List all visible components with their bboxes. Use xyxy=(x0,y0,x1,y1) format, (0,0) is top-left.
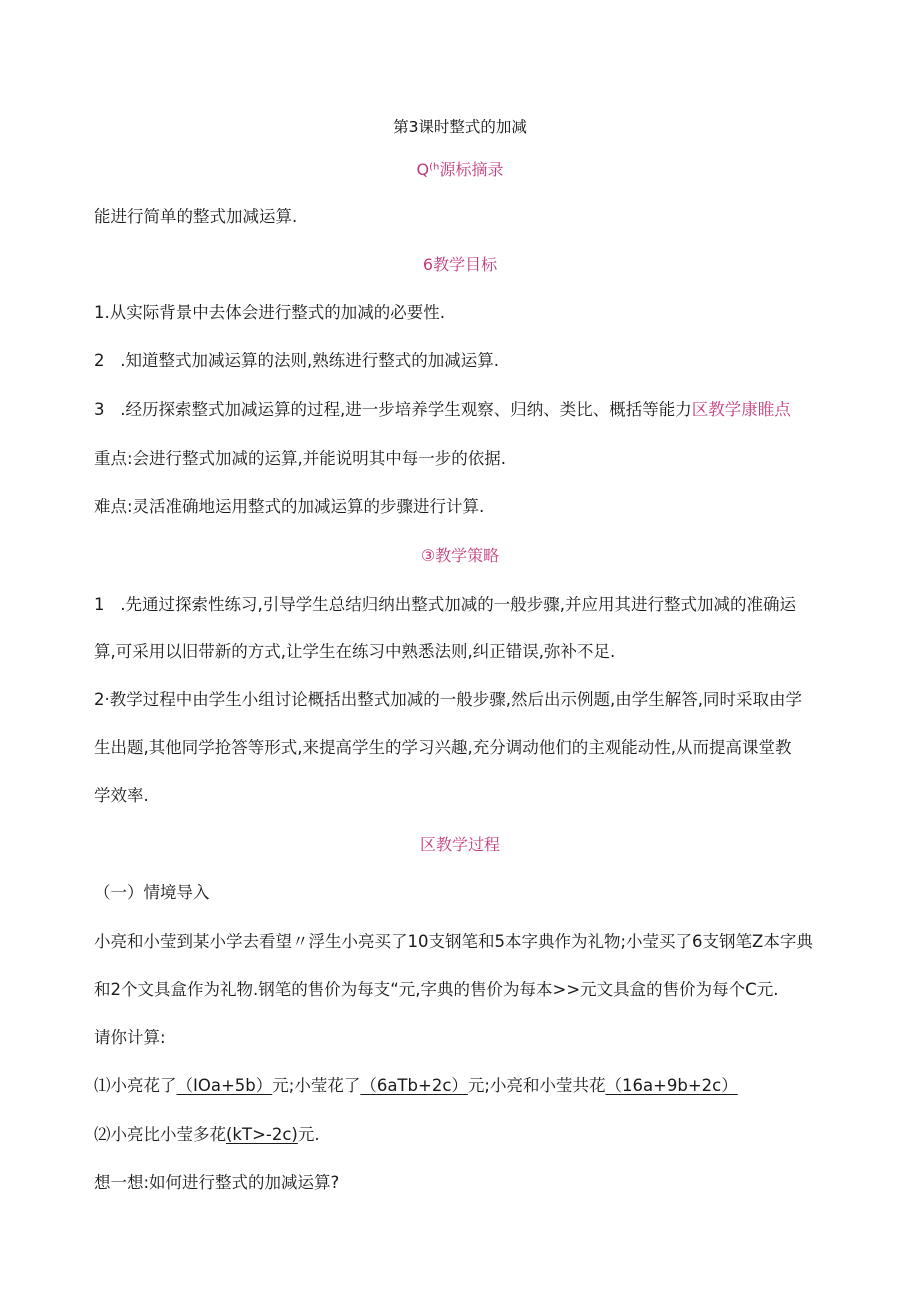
question-2-answer: (kT>-2c) xyxy=(226,1125,298,1144)
section-heading-strategy: ③教学策略 xyxy=(420,546,500,565)
goal-item-3-text: 3 .经历探索整式加减运算的过程,进一步培养学生观察、归纳、类比、概括等能力 xyxy=(94,400,692,419)
strategy-line-4: 生出题,其他同学抢答等形式,来提高学生的学习兴趣,充分调动他们的主观能动性,从而提高课堂教 xyxy=(94,738,792,757)
strategy-line-5: 学效率. xyxy=(94,786,149,805)
goal-item-1: 1.从实际背景中去体会进行整式的加减的必要性. xyxy=(94,303,445,322)
question-1-mid-1: 元;小莹花了 xyxy=(272,1076,361,1095)
question-1-answer-1: （IOa+5b） xyxy=(176,1076,273,1095)
think-text: 想一想:如何进行整式的加减运算? xyxy=(94,1173,340,1192)
goal-item-3 xyxy=(94,399,791,421)
difficulty: 难点:灵活准确地运用整式的加减运算的步骤进行计算. xyxy=(94,497,485,516)
page-title: 第3课时整式的加减 xyxy=(393,118,527,136)
strategy-line-1: 1 .先通过探索性练习,引导学生总结归纳出整式加减的一般步骤,并应用其进行整式加减的准确运 xyxy=(94,595,796,614)
section-heading-keypoints: 区教学康睢点 xyxy=(691,400,791,419)
situation-para-2: 和2个文具盒作为礼物.钢笔的售价为每支“元,字典的售价为每本>>元文具盒的售价为每个C元. xyxy=(94,980,779,999)
question-1-prefix: ⑴小亮花了 xyxy=(94,1076,177,1095)
strategy-line-2: 算,可采用以旧带新的方式,让学生在练习中熟悉法则,纠正错误,弥补不足. xyxy=(94,642,616,661)
section-heading-process: 区教学过程 xyxy=(419,835,500,854)
strategy-line-3: 2·教学过程中由学生小组讨论概括出整式加减的一般步骤,然后出示例题,由学生解答,同时采取由学 xyxy=(94,690,802,709)
question-1 xyxy=(94,1075,738,1097)
question-2 xyxy=(94,1124,320,1146)
goal-item-2: 2 .知道整式加减运算的法则,熟练进行整式的加减运算. xyxy=(94,351,499,370)
ask-text: 请你计算: xyxy=(94,1028,166,1047)
key-point: 重点:会进行整式加减的运算,并能说明其中每一步的依据. xyxy=(94,449,507,468)
question-1-answer-3: （16a+9b+2c） xyxy=(605,1076,738,1095)
source-text: 能进行简单的整式加减运算. xyxy=(94,207,298,226)
section-heading-source: Q⁽ʰ源标摘录 xyxy=(416,160,504,179)
question-1-answer-2: （6aTb+2c） xyxy=(360,1076,468,1095)
section-heading-goals: 6教学目标 xyxy=(422,255,498,274)
question-2-prefix: ⑵小亮比小莹多花 xyxy=(94,1125,226,1144)
situation-heading: （一）情境导入 xyxy=(94,883,210,902)
question-2-suffix: 元. xyxy=(297,1125,320,1144)
question-1-mid-2: 元;小亮和小莹共花 xyxy=(467,1076,606,1095)
situation-para-1: 小亮和小莹到某小学去看望〃浮生小亮买了10支钢笔和5本字典作为礼物;小莹买了6支钢笔Z本字典 xyxy=(94,932,813,951)
